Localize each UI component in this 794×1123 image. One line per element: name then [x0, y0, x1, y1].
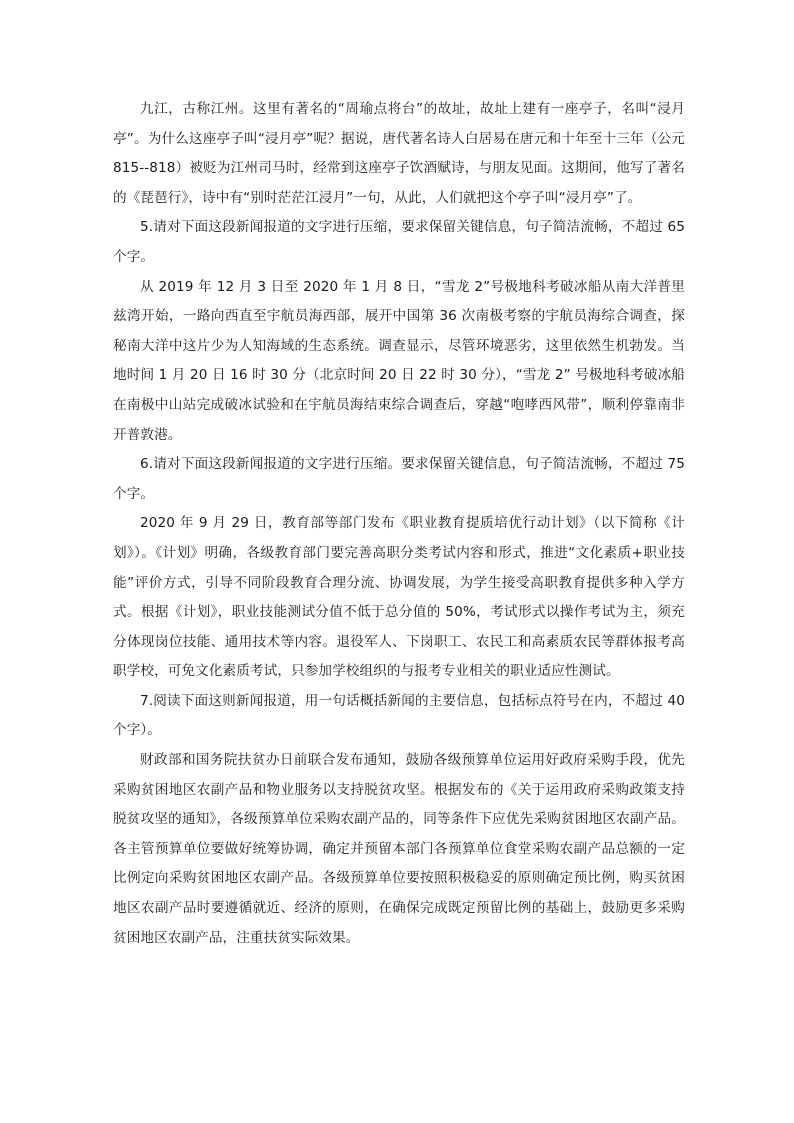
- passage-xuelong: 从 2019 年 12 月 3 日至 2020 年 1 月 8 日，“雪龙 2”号极地科考破冰船从南大洋普里兹湾开始，一路向西直至宇航员海西部，展开中国第 36 次南极考察的宇航员海综合调查，探秘南大洋中这片少为人知海域的生态系统。调查显示，尽管环境恶劣，这里依然生机勃发。当地时间 1 月 20 日 16 时 30 分（北京时间 20 日 22 时 30 分），“雪龙 2” 号极地科考破冰船在南极中山站完成破冰试验和在宇航员海结束综合调查后，穿越“咆哮西风带”，顺利停靠南非开普敦港。: [113, 278, 685, 443]
- passage-poverty-procurement: 财政部和国务院扶贫办日前联合发布通知，鼓励各级预算单位运用好政府采购手段，优先采购贫困地区农副产品和物业服务以支持脱贫攻坚。根据发布的《关于运用政府采购政策支持脱贫攻坚的通知》，各级预算单位采购农副产品的，同等条件下应优先采购贫困地区农副产品。各主管预算单位要做好统筹协调，确定并预留本部门各预算单位食堂采购农副产品总额的一定比例定向采购贫困地区农副产品。各级预算单位要按照积极稳妥的原则确定预比例，购买贫困地区农副产品时要遵循就近、经济的原则，在确保完成既定预留比例的基础上，鼓励更多采购贫困地区农副产品，注重扶贫实际效果。: [113, 752, 685, 946]
- passage-jiujiang: 九江，古称江州。这里有著名的“周瑜点将台”的故址，故址上建有一座亭子，名叫“浸月亭”。为什么这座亭子叫“浸月亭”呢？据说，唐代著名诗人白居易在唐元和十年至十三年（公元 815--818）被贬为江州司马时，经常到这座亭子饮酒赋诗，与朋友见面。这期间，他写了著名的《琵琶行》，诗中有“别时茫茫江浸月”一句，从此，人们就把这个亭子叫“浸月亭”了。: [113, 101, 685, 206]
- question-7: 7.阅读下面这则新闻报道，用一句话概括新闻的主要信息，包括标点符号在内，不超过 40 个字）。: [113, 692, 685, 739]
- question-6: 6.请对下面这段新闻报道的文字进行压缩。要求保留关键信息，句子简洁流畅，不超过 75 个字。: [113, 456, 685, 502]
- question-5: 5.请对下面这段新闻报道的文字进行压缩，要求保留关键信息，句子简洁流畅，不超过 65 个字。: [113, 219, 685, 265]
- document-body: [113, 95, 685, 953]
- passage-vocational-education: 2020 年 9 月 29 日，教育部等部门发布《职业教育提质培优行动计划》（以下简称《计划》）。《计划》明确，各级教育部门要完善高职分类考试内容和形式，推进“文化素质+职业技能”评价方式，引导不同阶段教育合理分流、协调发展，为学生接受高职教育提供多种入学方式。根据《计划》，职业技能测试分值不低于总分值的 50%，考试形式以操作考试为主，须充分体现岗位技能、通用技术等内容。退役军人、下岗职工、农民工和高素质农民等群体报考高职学校，可免文化素质考试，只参加学校组织的与报考专业相关的职业适应性测试。: [113, 515, 685, 680]
